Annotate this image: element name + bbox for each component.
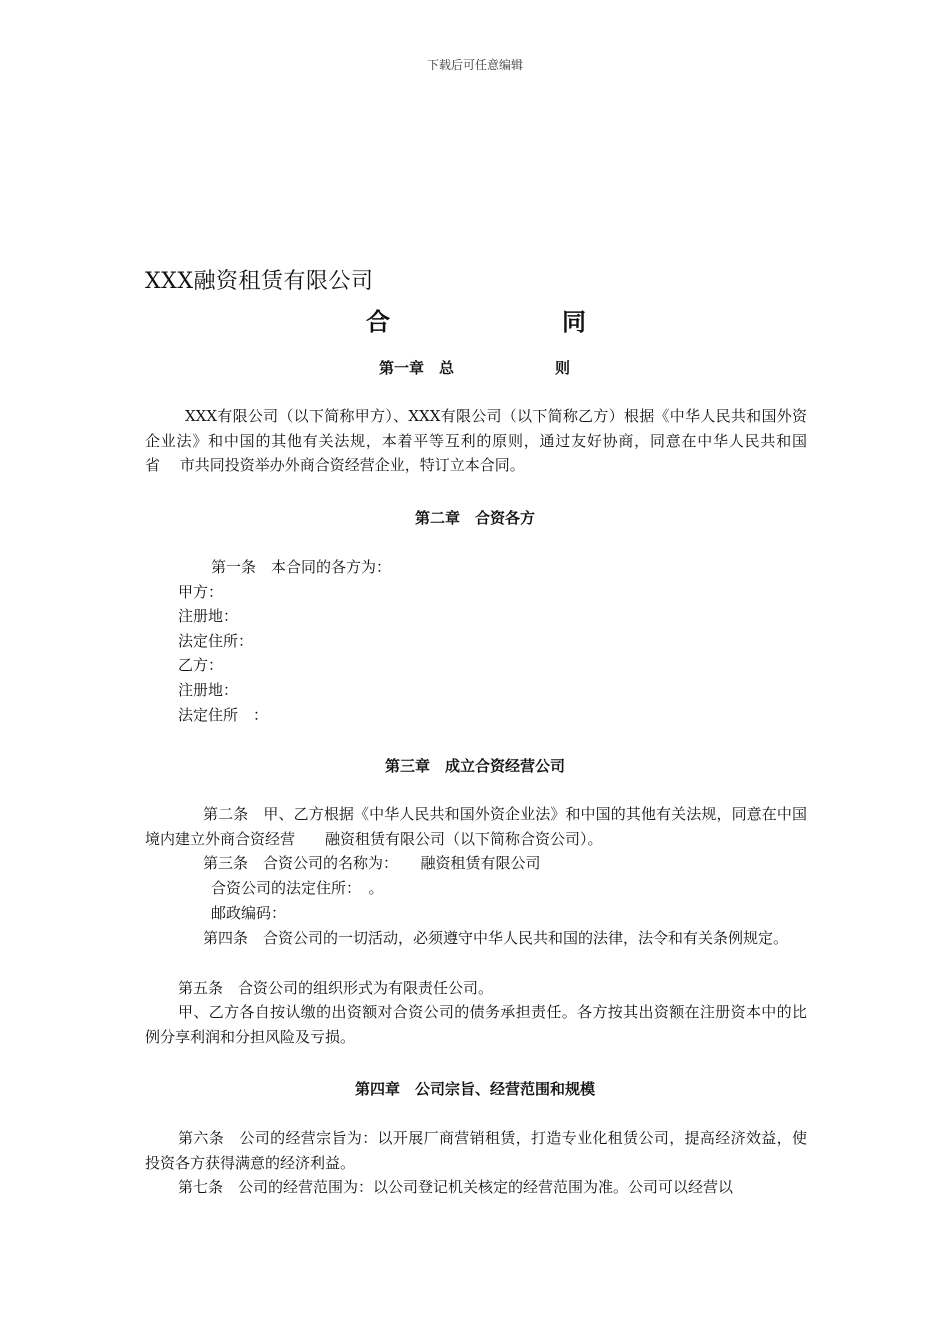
party-b-registration: 注册地： [178,681,239,699]
party-a-address: 法定住所： [178,632,254,650]
article-5: 第五条 合资公司的组织形式为有限责任公司。 [178,979,494,997]
article-6: 第六条 公司的经营宗旨为：以开展厂商营销租赁，打造专业化租赁公司，提高经济效益，使投资各方获得满意的经济利益。 [145,1129,807,1172]
chapter-2-heading: 第二章 合资各方 [414,509,535,527]
party-a-label: 甲方： [178,583,224,601]
chapter-1-paragraph: XXX有限公司（以下简称甲方）、XXX有限公司（以下简称乙方）根据《中华人民共和国外资企业法》和中国的其他有关法规，本着平等互利的原则，通过友好协商，同意在中华人民共和国 省 市共同投资举办外商合资经营企业，特订立本合同。 [145,407,838,474]
liability-paragraph: 甲、乙方各自按认缴的出资额对合资公司的债务承担责任。各方按其出资额在注册资本中的比例分享利润和分担风险及亏损。 [145,1003,807,1046]
chapter-1-title-right: 则 [555,359,571,377]
article-4: 第四条 合资公司的一切活动，必须遵守中华人民共和国的法律，法令和有关条例规定。 [203,929,789,947]
article-3: 第三条 合资公司的名称为： 融资租赁有限公司 [203,854,541,872]
article-7: 第七条 公司的经营范围为：以公司登记机关核定的经营范围为准。公司可以经营以 [178,1178,734,1196]
header-note: 下载后可任意编辑 [426,58,523,72]
chapter-1-title-left: 第一章 总 [379,359,455,377]
party-b-address: 法定住所 ： [178,706,269,724]
chapter-4-heading: 第四章 公司宗旨、经营范围和规模 [354,1080,595,1098]
article-1: 第一条 本合同的各方为： [211,558,392,576]
party-a-registration: 注册地： [178,607,239,625]
company-name: XXX融资租赁有限公司 [145,269,374,294]
postal-code: 邮政编码： [211,904,287,922]
title-char-right: 同 [562,307,586,336]
legal-address: 合资公司的法定住所： 。 [211,879,384,897]
article-2: 第二条 甲、乙方根据《中华人民共和国外资企业法》和中国的其他有关法规，同意在中国境内建立外商合资经营 融资租赁有限公司（以下简称合资公司）。 [145,805,807,848]
title-char-left: 合 [366,307,390,336]
party-b-label: 乙方： [178,656,224,674]
chapter-3-heading: 第三章 成立合资经营公司 [384,757,565,775]
